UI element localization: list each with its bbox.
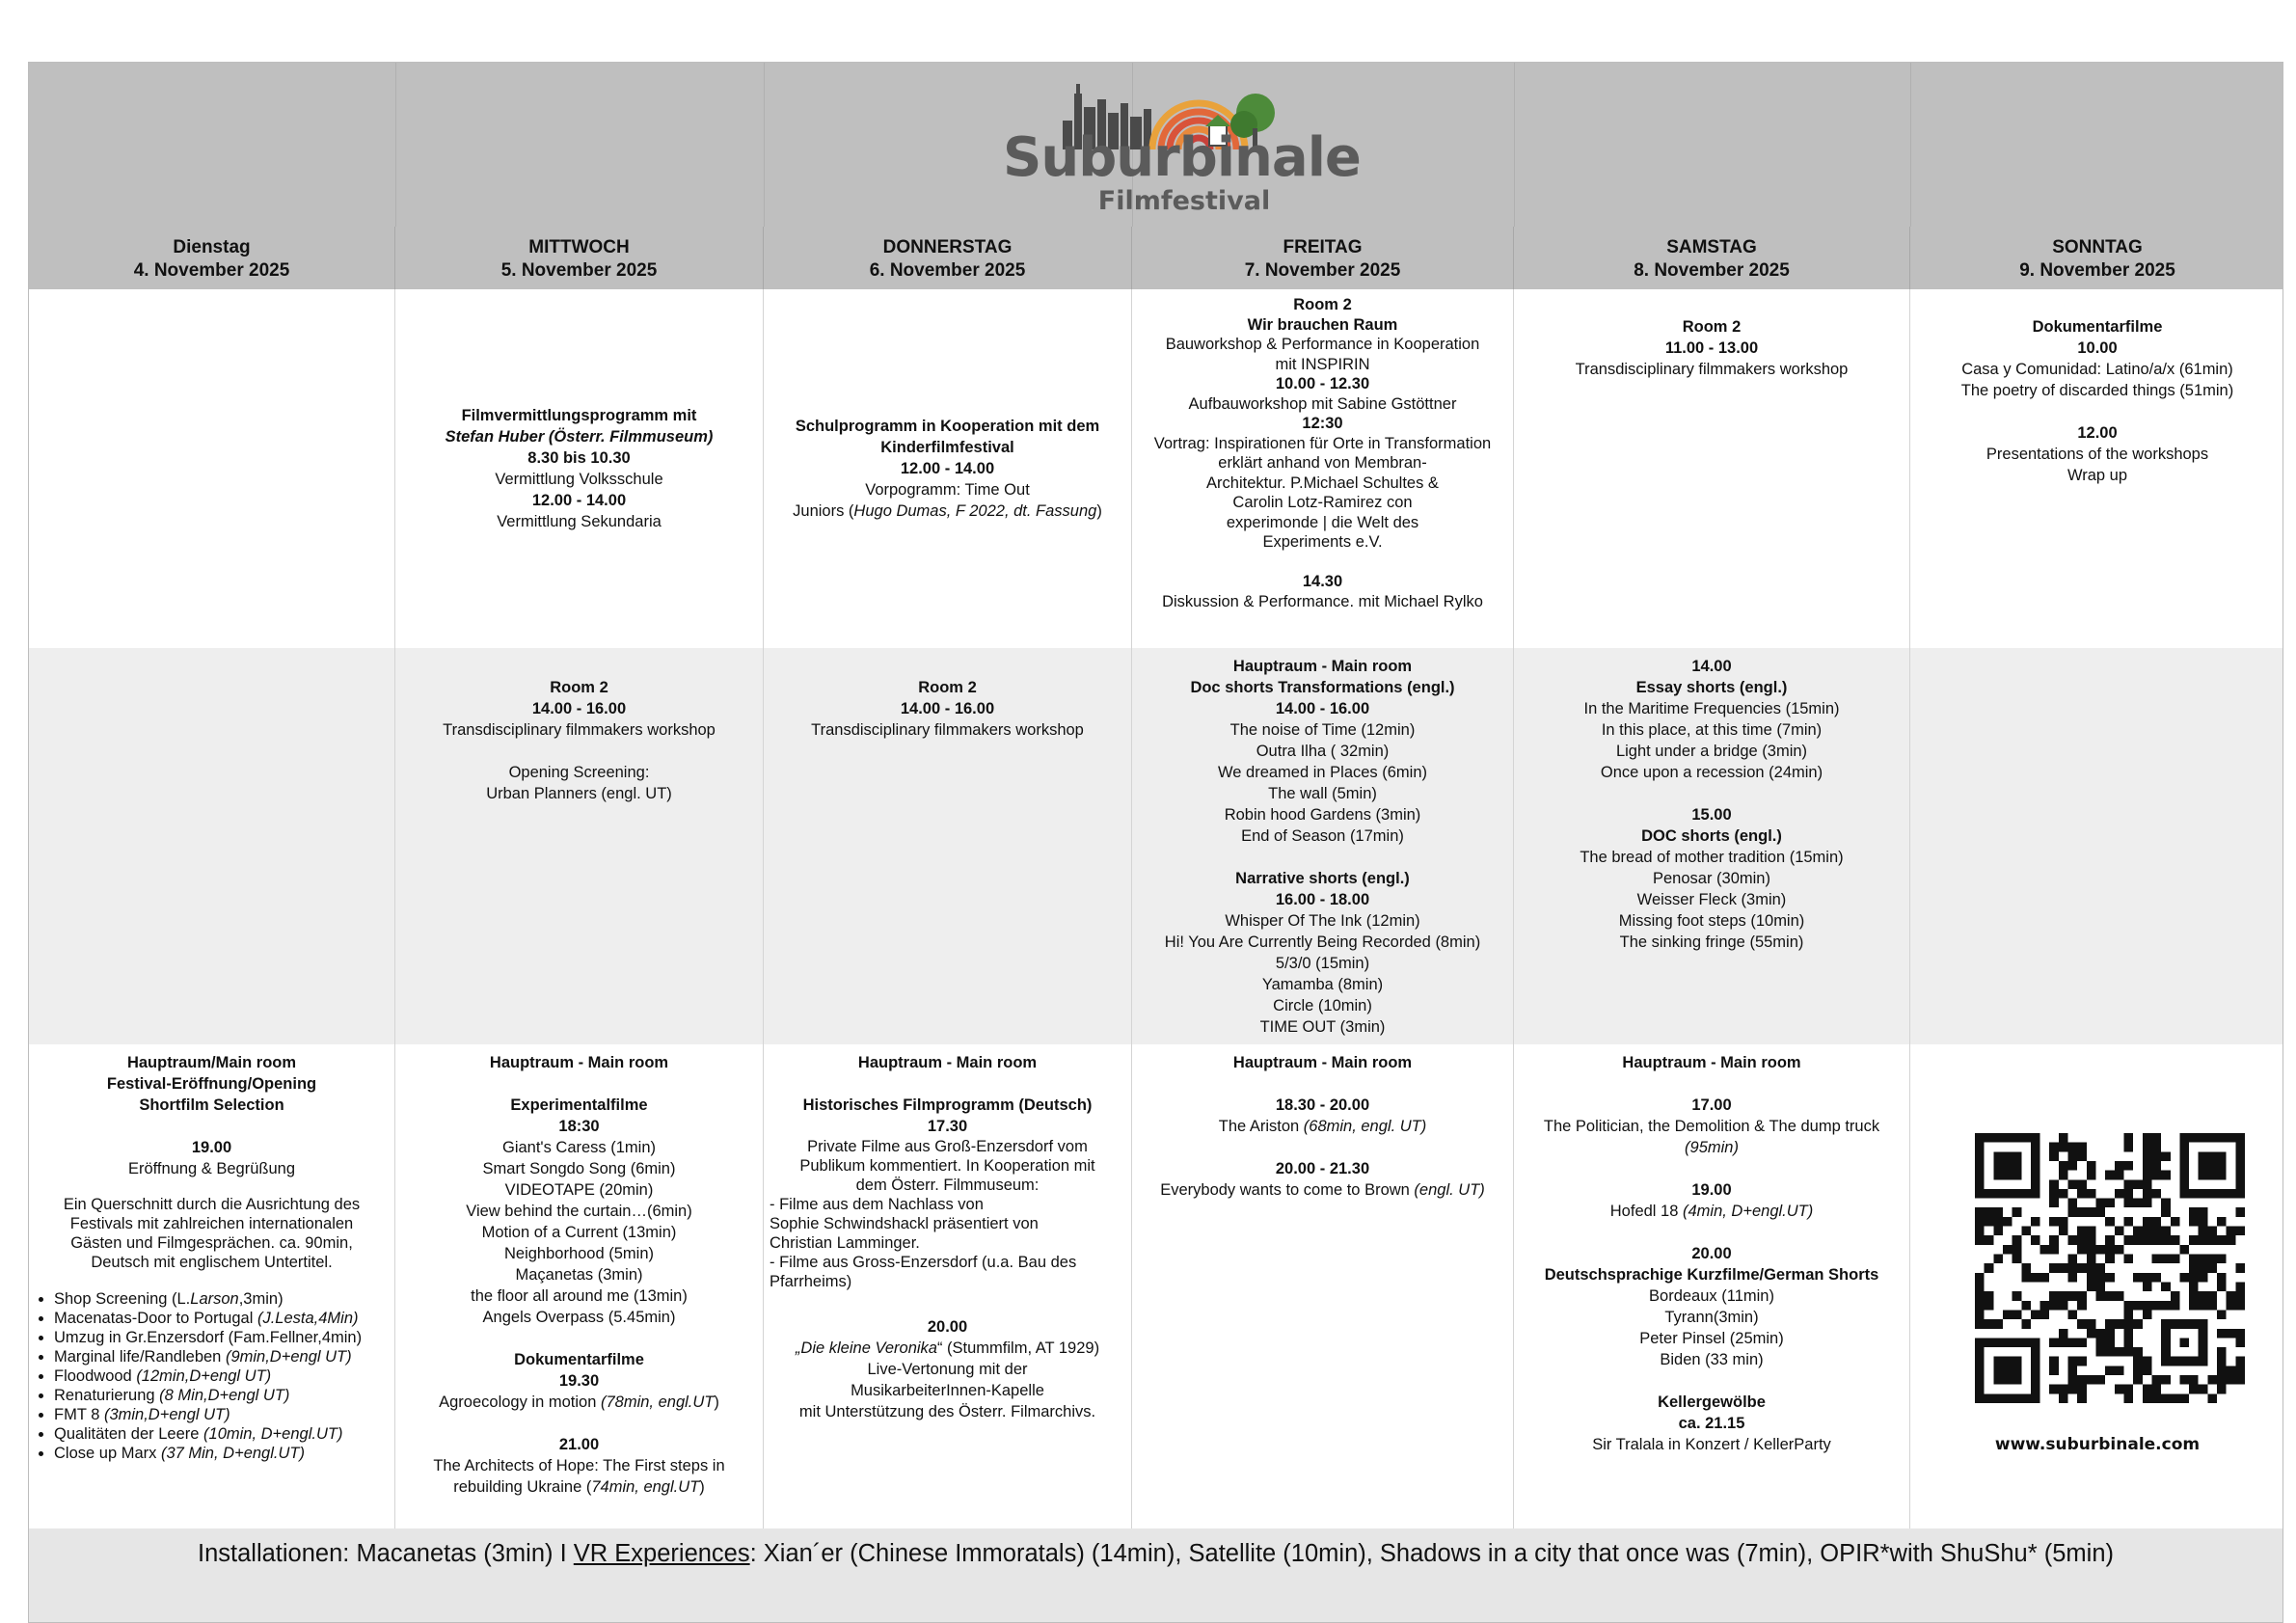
- program-sheet: [28, 62, 2283, 1623]
- cell-wed-evening: Hauptraum - Main room Experimentalfilme 18:30 Giant's Caress (1min) Smart Songdo Song (6min) VIDEOTAPE (20min) View behind the curtain…(6min) Motion of a Current (13min) Neighborhood (5min) Maçanetas (3min) the floor all around me (13min) Angels Overpass (5.45min) Dokumentarfilme 19.30 Agroecology in motion (78min, engl.UT) 21.00 The Architects of Hope: The First steps in rebuilding Ukraine (74min, engl.UT): [395, 1044, 764, 1528]
- list-item: • Close up Marx (37 Min, D+engl.UT): [54, 1444, 389, 1463]
- list-item: • Renaturierung (8 Min,D+engl UT): [54, 1386, 389, 1405]
- opening-shortfilm-list: [35, 1289, 389, 1463]
- day-heading-tuesday: Dienstag 4. November 2025: [29, 227, 395, 289]
- list-item: • FMT 8 (3min,D+engl UT): [54, 1405, 389, 1424]
- list-item: • Umzug in Gr.Enzersdorf (Fam.Fellner,4min): [54, 1328, 389, 1347]
- evening-row: [29, 1044, 2282, 1529]
- cell-tue-morning: [29, 289, 395, 648]
- cell-fri-afternoon: Hauptraum - Main room Doc shorts Transformations (engl.) 14.00 - 16.00 The noise of Time (12min) Outra Ilha ( 32min) We dreamed in Places (6min) The wall (5min) Robin hood Gardens (3min) End of Season (17min) Narrative shorts (engl.) 16.00 - 18.00 Whisper Of The Ink (12min) Hi! You Are Currently Being Recorded (8min) 5/3/0 (15min) Yamamba (8min) Circle (10min) TIME OUT (3min): [1132, 648, 1514, 1044]
- cell-tue-afternoon: [29, 648, 395, 1044]
- list-item: • Marginal life/Randleben (9min,D+engl UT): [54, 1347, 389, 1366]
- cell-sun-evening: [1910, 1044, 2283, 1528]
- day-heading-friday: FREITAG 7. November 2025: [1132, 227, 1514, 289]
- vr-experiences-label: VR Experiences: [573, 1540, 750, 1567]
- cell-wed-morning: Filmvermittlungsprogramm mit Stefan Huber (Österr. Filmmuseum) 8.30 bis 10.30 Vermittlung Volksschule 12.00 - 14.00 Vermittlung Sekundaria: [395, 289, 764, 648]
- list-item: • Floodwood (12min,D+engl UT): [54, 1366, 389, 1386]
- cell-sun-afternoon: [1910, 648, 2283, 1044]
- website-url[interactable]: www.suburbinale.com: [1994, 1435, 2201, 1454]
- qr-code-icon[interactable]: [1975, 1133, 2245, 1403]
- day-heading-wednesday: MITTWOCH 5. November 2025: [395, 227, 764, 289]
- cell-sun-morning: Dokumentarfilme 10.00 Casa y Comunidad: Latino/a/x (61min) The poetry of discarded things (51min) 12.00 Presentations of the workshops Wrap up: [1960, 318, 2234, 484]
- cell-thu-afternoon: Room 2 14.00 - 16.00 Transdisciplinary filmmakers workshop: [764, 648, 1132, 1044]
- cell-sat-afternoon: 14.00 Essay shorts (engl.) In the Maritime Frequencies (15min) In this place, at this time (7min) Light under a bridge (3min) Once upon a recession (24min) 15.00 DOC shorts (engl.) The bread of mother tradition (15min) Penosar (30min) Weisser Fleck (3min) Missing foot steps (10min) The sinking fringe (55min): [1514, 648, 1910, 1044]
- cell-sat-evening: Hauptraum - Main room 17.00 The Politician, the Demolition & The dump truck (95min) 19.00 Hofedl 18 (4min, D+engl.UT) 20.00 Deutschsprachige Kurzfilme/German Shorts Bordeaux (11min) Tyrann(3min) Peter Pinsel (25min) Biden (33 min) Kellergewölbe ca. 21.15 Sir Tralala in Konzert / KellerParty: [1514, 1044, 1910, 1528]
- list-item: • Macenatas-Door to Portugal (J.Lesta,4Min): [54, 1309, 389, 1328]
- cell-fri-morning: Room 2 Wir brauchen Raum Bauworkshop & Performance in Kooperation mit INSPIRIN 10.00 - 12.30 Aufbauworkshop mit Sabine Gstöttner 12:30 Vortrag: Inspirationen für Orte in Transformation erklärt anhand von Membran- Architektur. P.Michael Schultes & Carolin Lotz-Ramirez con experimonde | die Welt des Experiments e.V. 14.30 Diskussion & Performance. mit Michael Rylko: [1132, 289, 1514, 648]
- logo-subtitle: Filmfestival: [1097, 186, 1271, 216]
- suburbinale-logo: [1003, 74, 1361, 219]
- logo-title: Suburbinale: [1003, 126, 1361, 189]
- day-header-row: [29, 227, 2282, 290]
- cell-tue-evening: Hauptraum/Main room Festival-Eröffnung/Opening Shortfilm Selection 19.00 Eröffnung & Begrüßung Ein Querschnitt durch die Ausrichtung des Festivals mit zahlreichen internationalen Gästen und Filmgesprächen. ca. 90min, Deutsch mit englischem Untertitel. • Shop Screening (L.Larson,3min) • Macenatas-Door to Portugal (J.Lesta,4Min) • Umzug in Gr.Enzersdorf (Fam.Fellner,4min) • Marginal life/Randleben (9min,D+engl UT) • Floodwood (12min,D+engl UT) • Renaturierung (8 Min,D+engl UT) • FMT 8 (3min,D+engl UT) • Qualitäten der Leere (10min, D+engl.UT) • Close up Marx (37 Min, D+engl.UT): [29, 1044, 395, 1528]
- installations-footer: Installationen: Macanetas (3min) I VR Experiences: Xian´er (Chinese Immoratals) (14min), Satellite (10min), Shadows in a city that once was (7min), OPIR*with ShuShu* (5min): [29, 1528, 2282, 1623]
- morning-row: [29, 289, 2282, 649]
- cell-thu-evening: Hauptraum - Main room Historisches Filmprogramm (Deutsch) 17.30 Private Filme aus Groß-Enzersdorf vom Publikum kommentiert. In Kooperation mit dem Österr. Filmmuseum: - Filme aus dem Nachlass von Sophie Schwindshackl präsentiert von Christian Lamminger. - Filme aus Gross-Enzersdorf (u.a. Bau des Pfarrheims) 20.00 „Die kleine Veronika“ (Stummfilm, AT 1929) Live-Vertonung mit der MusikarbeiterInnen-Kapelle mit Unterstützung des Österr. Filmarchivs.: [764, 1044, 1132, 1528]
- list-item: • Shop Screening (L.Larson,3min): [54, 1289, 389, 1309]
- cell-fri-evening: Hauptraum - Main room 18.30 - 20.00 The Ariston (68min, engl. UT) 20.00 - 21.30 Everybody wants to come to Brown (engl. UT): [1132, 1044, 1514, 1528]
- day-heading-saturday: SAMSTAG 8. November 2025: [1514, 227, 1910, 289]
- afternoon-row: [29, 648, 2282, 1045]
- cell-thu-morning: Schulprogramm in Kooperation mit dem Kinderfilmfestival 12.00 - 14.00 Vorpogramm: Time Out Juniors (Hugo Dumas, F 2022, dt. Fassung): [764, 289, 1132, 648]
- list-item: • Qualitäten der Leere (10min, D+engl.UT): [54, 1424, 389, 1444]
- day-heading-sunday: SONNTAG 9. November 2025: [2019, 237, 2175, 281]
- header-banner: [29, 63, 2282, 228]
- day-heading-thursday: DONNERSTAG 6. November 2025: [764, 227, 1132, 289]
- cell-sat-morning: Room 2 11.00 - 13.00 Transdisciplinary filmmakers workshop: [1514, 289, 1910, 648]
- cell-wed-afternoon: Room 2 14.00 - 16.00 Transdisciplinary filmmakers workshop Opening Screening: Urban Planners (engl. UT): [395, 648, 764, 1044]
